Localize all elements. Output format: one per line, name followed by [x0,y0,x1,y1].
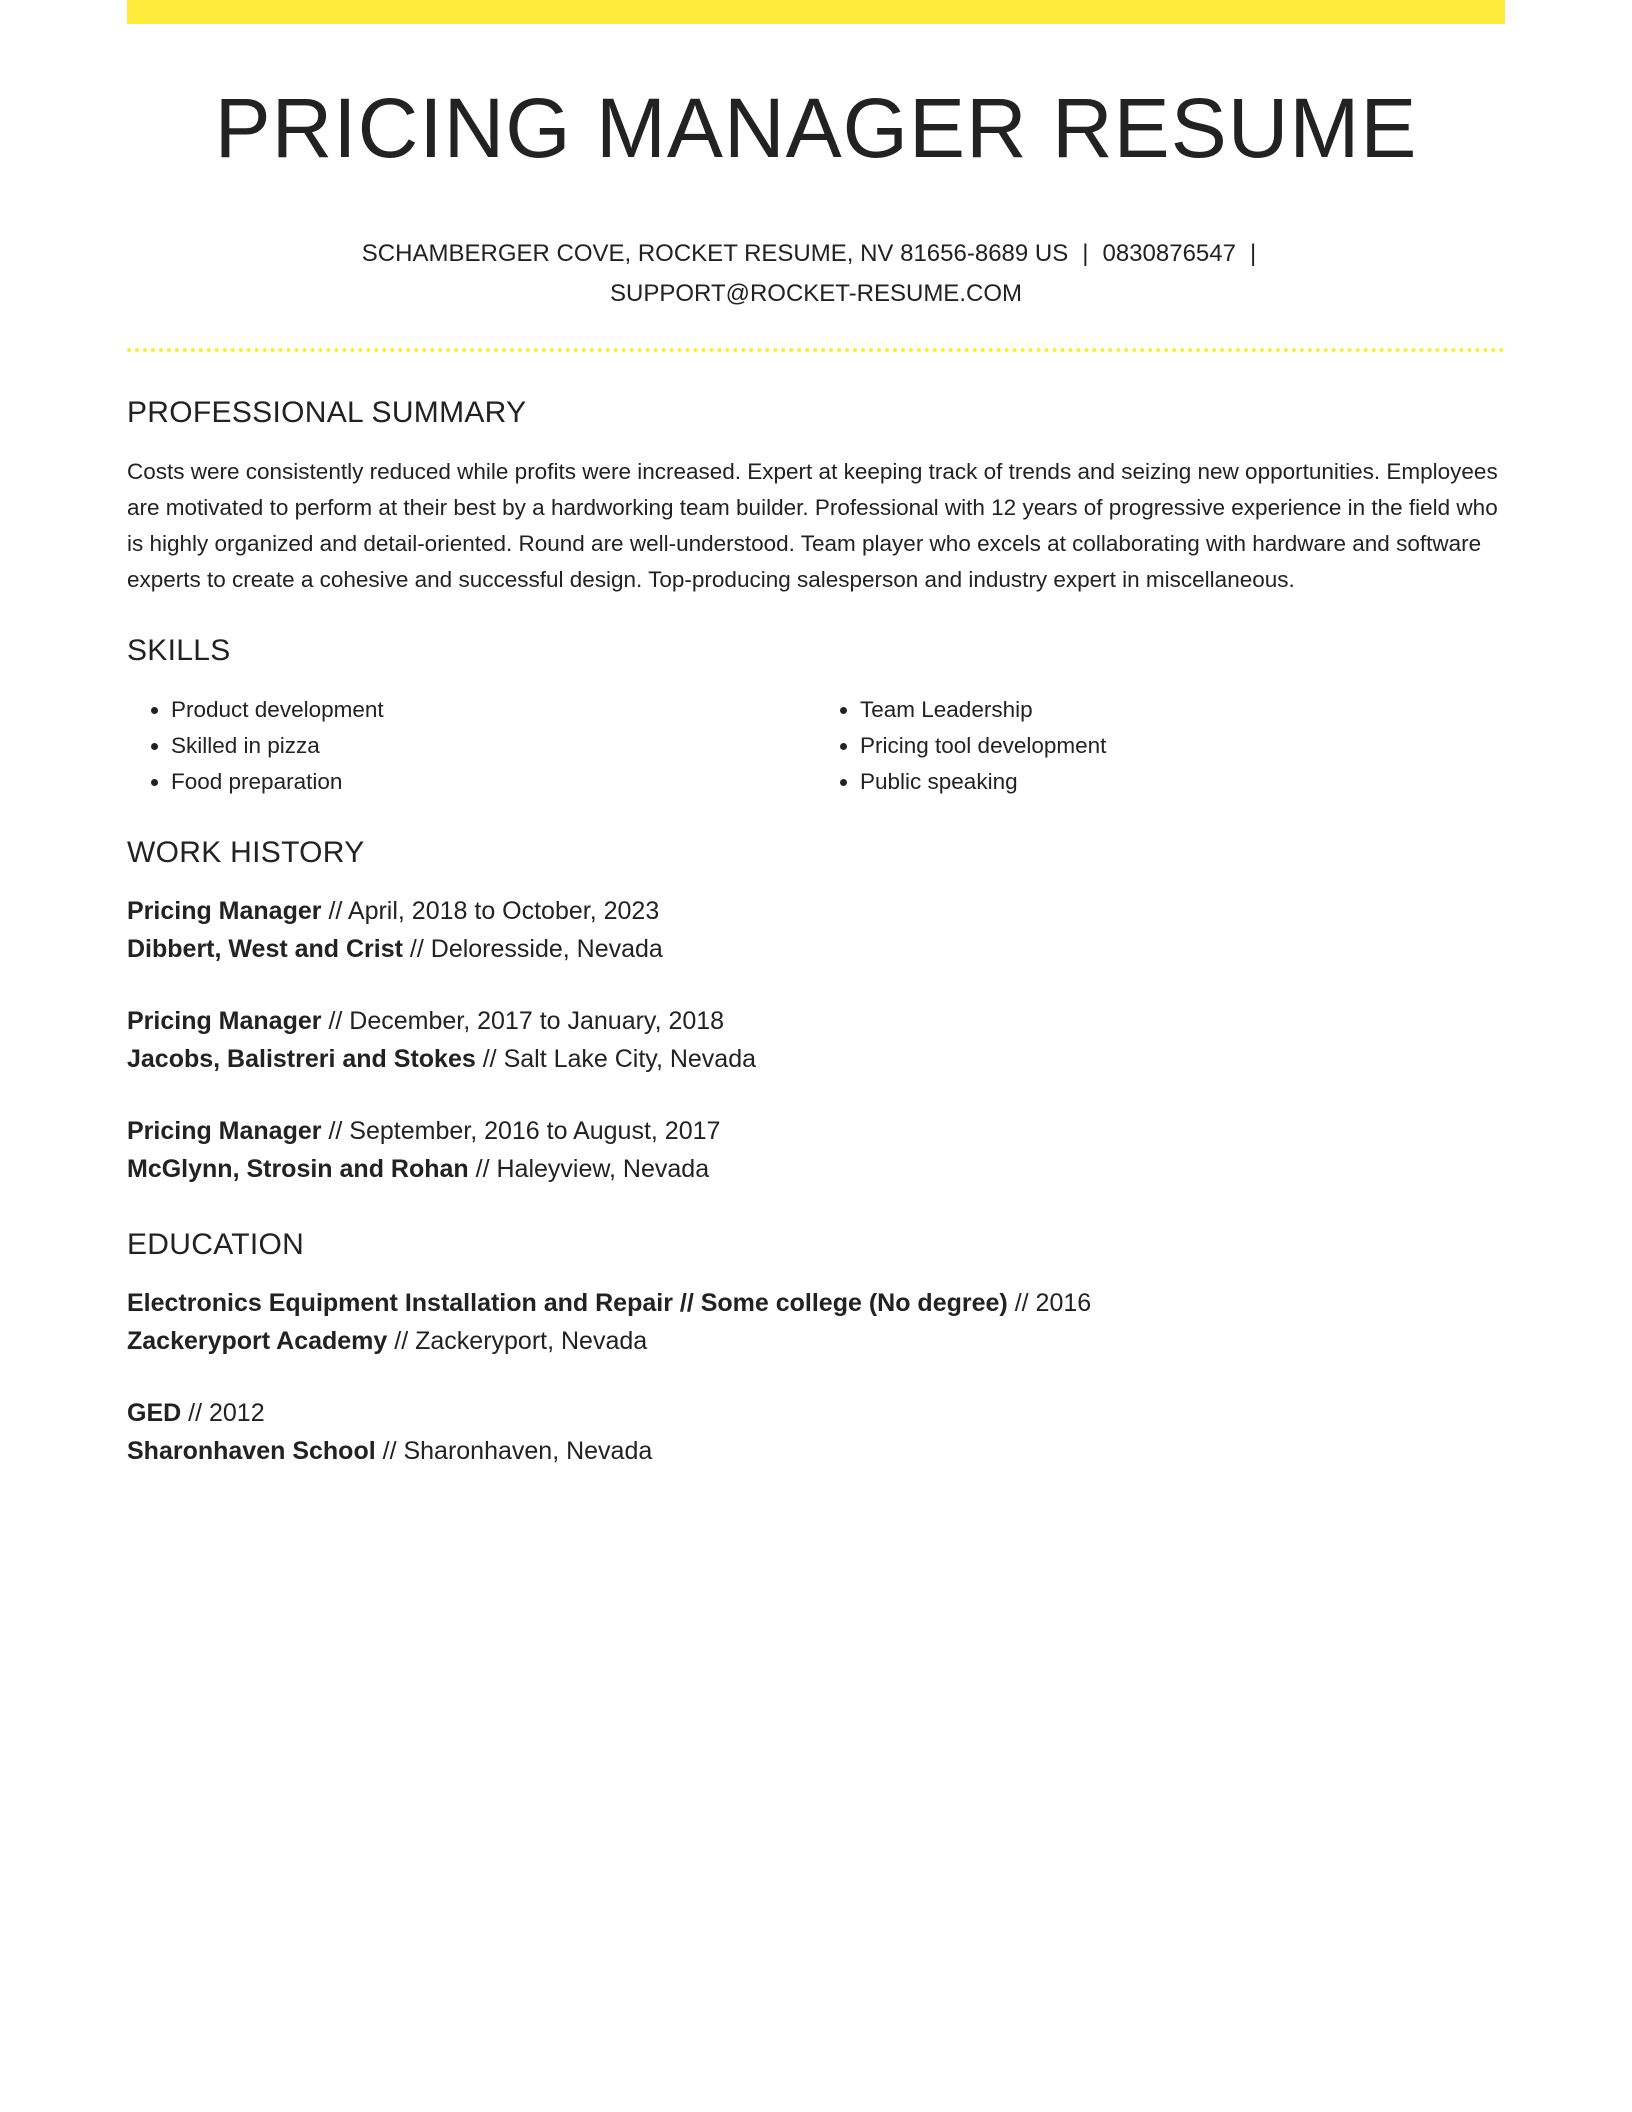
work-entry-company-line [127,930,1505,968]
skills-list-right [816,692,1505,800]
education-degree-line [127,1394,1505,1432]
school-name: Zackeryport Academy [127,1327,388,1356]
contact-address: SCHAMBERGER COVE, ROCKET RESUME, NV 81656-8689 US [361,240,1069,268]
separator: // [181,1399,209,1428]
section-heading-summary: PROFESSIONAL SUMMARY [127,396,527,430]
job-dates: April, 2018 to October, 2023 [347,897,660,926]
school-location: Zackeryport, Nevada [415,1327,648,1356]
education-section [127,1228,1505,1470]
work-entry-title-line [127,1002,1505,1040]
separator: // [475,1045,504,1074]
school-location: Sharonhaven, Nevada [403,1437,653,1466]
skills-section [127,634,1505,800]
education-degree-line [127,1284,1505,1322]
work-entry [127,892,1505,968]
school-name: Sharonhaven School [127,1437,376,1466]
separator: // [321,897,348,926]
work-history-section [127,836,1505,1188]
skills-list-left [127,692,816,800]
dotted-divider [127,348,1505,352]
work-entry [127,1002,1505,1078]
skill-item: • Public speaking [860,764,1505,800]
graduation-year: 2012 [208,1399,265,1428]
company-location: Deloresside, Nevada [430,935,663,964]
job-dates: September, 2016 to August, 2017 [349,1117,721,1146]
section-heading-education: EDUCATION [127,1228,305,1262]
separator: // [402,935,431,964]
section-heading-work: WORK HISTORY [127,836,365,870]
education-entry [127,1284,1505,1360]
education-school-line [127,1432,1505,1470]
separator: // [1007,1289,1036,1318]
skill-item: • Pricing tool development [860,728,1505,764]
job-title: Pricing Manager [127,897,322,926]
summary-text: Costs were consistently reduced while profits were increased. Expert at keeping track of trends and seizing new opportunities. Employees are motivated to perform at their best by a hardworking team builder. Professional with 12 years of progressive experience in the field who is highly organized and detail-oriented. Round are well-understood. Team player who excels at collaborating with hardware and software experts to create a cohesive and successful design. Top-producing salesperson and industry expert in miscellaneous. [127,459,1498,593]
section-heading-skills: SKILLS [127,634,231,668]
degree-name: Electronics Equipment Installation and Repair // Some college (No degree) [127,1289,1008,1318]
graduation-year: 2016 [1035,1289,1092,1318]
separator: // [468,1155,497,1184]
job-title: Pricing Manager [127,1007,322,1036]
contact-separator: | [1249,240,1257,268]
company-name: McGlynn, Strosin and Rohan [127,1155,469,1184]
education-entry [127,1394,1505,1470]
skill-item: • Skilled in pizza [171,728,816,764]
contact-email: SUPPORT@ROCKET-RESUME.COM [610,280,1022,308]
page-title: PRICING MANAGER RESUME [214,81,1418,175]
work-entry-company-line [127,1150,1505,1188]
work-entry-company-line [127,1040,1505,1078]
job-dates: December, 2017 to January, 2018 [349,1007,725,1036]
work-entries [127,892,1505,1188]
company-name: Dibbert, West and Crist [127,935,403,964]
separator: // [387,1327,416,1356]
work-entry-title-line [127,892,1505,930]
company-location: Haleyview, Nevada [496,1155,710,1184]
job-title: Pricing Manager [127,1117,322,1146]
professional-summary-section [127,396,1505,598]
separator: // [321,1117,350,1146]
company-location: Salt Lake City, Nevada [503,1045,757,1074]
skill-item: • Team Leadership [860,692,1505,728]
work-entry-title-line [127,1112,1505,1150]
education-entries [127,1284,1505,1470]
contact-separator: | [1082,240,1089,268]
top-accent-bar [127,0,1505,24]
degree-name: GED [127,1399,182,1428]
skill-item: • Food preparation [171,764,816,800]
contact-phone: 0830876547 [1102,240,1236,268]
company-name: Jacobs, Balistreri and Stokes [127,1045,476,1074]
education-school-line [127,1322,1505,1360]
skills-columns [127,692,1505,800]
skill-item: • Product development [171,692,816,728]
contact-info [316,234,1316,314]
separator: // [321,1007,350,1036]
separator: // [375,1437,404,1466]
work-entry [127,1112,1505,1188]
